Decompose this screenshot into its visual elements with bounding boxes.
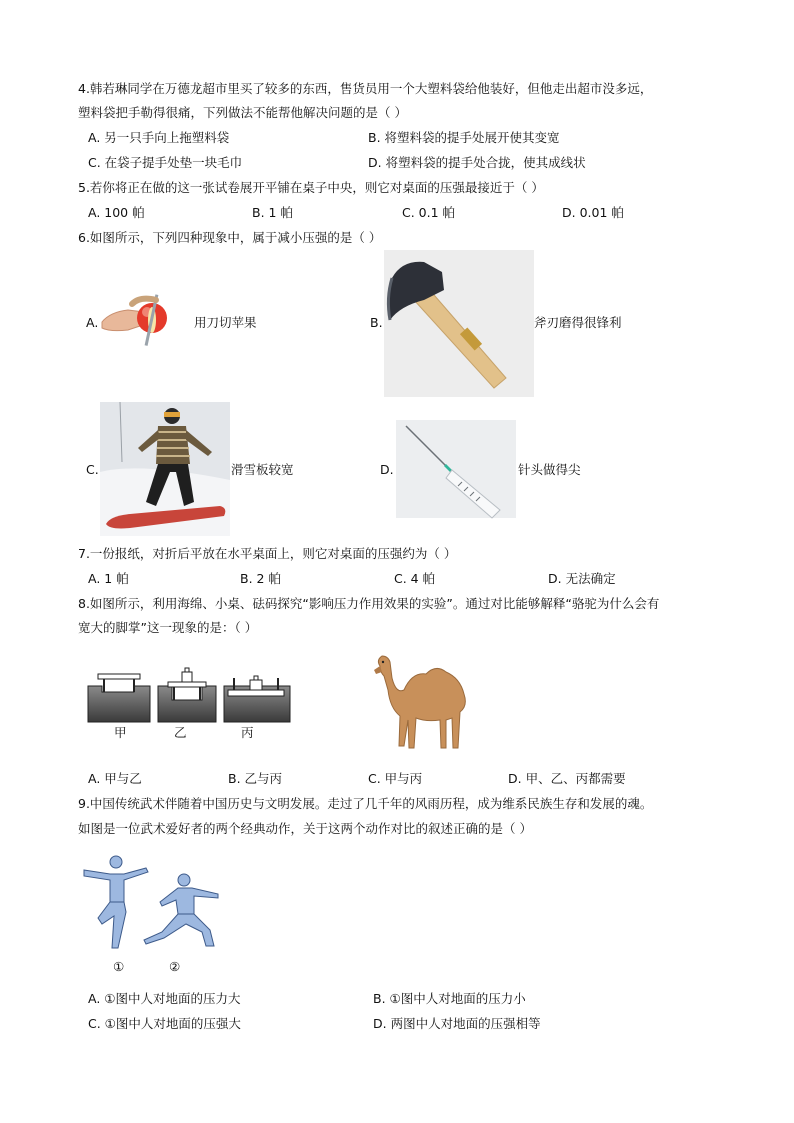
q6-option-c-letter[interactable]: C.	[86, 462, 99, 477]
q8-label-bing: 丙	[241, 725, 254, 740]
syringe-image	[396, 420, 516, 518]
q9-label-1: ①	[113, 959, 125, 974]
q8-stem-line2: 宽大的脚掌”这一现象的是：（ ）	[78, 620, 258, 635]
q9-option-c[interactable]: C. ①图中人对地面的压强大	[88, 1016, 241, 1031]
axe-image	[384, 250, 534, 397]
q5-stem: 5.若你将正在做的这一张试卷展开平铺在桌子中央，则它对桌面的压强最接近于（ ）	[78, 180, 544, 195]
q6-option-b-text: 斧刃磨得很锋利	[534, 315, 622, 330]
q7-option-a[interactable]: A. 1 帕	[88, 571, 129, 586]
martial-arts-figure-2	[140, 870, 222, 948]
apple-cutting-image	[100, 290, 185, 350]
q8-option-d[interactable]: D. 甲、乙、丙都需要	[508, 771, 626, 786]
q6-option-b-letter[interactable]: B.	[370, 315, 383, 330]
q4-option-c[interactable]: C. 在袋子提手处垫一块毛巾	[88, 155, 243, 170]
q5-option-c[interactable]: C. 0.1 帕	[402, 205, 456, 220]
q6-option-a-text: 用刀切苹果	[194, 315, 257, 330]
snowboarder-image	[100, 402, 230, 536]
q8-option-b[interactable]: B. 乙与丙	[228, 771, 283, 786]
q8-option-c[interactable]: C. 甲与丙	[368, 771, 423, 786]
q4-stem-line2: 塑料袋把手勒得很痛，下列做法不能帮他解决问题的是（ ）	[78, 105, 407, 120]
q5-option-d[interactable]: D. 0.01 帕	[562, 205, 624, 220]
q7-stem: 7.一份报纸，对折后平放在水平桌面上，则它对桌面的压强约为（ ）	[78, 546, 457, 561]
q6-option-d-letter[interactable]: D.	[380, 462, 394, 477]
q8-option-a[interactable]: A. 甲与乙	[88, 771, 142, 786]
q7-option-b[interactable]: B. 2 帕	[240, 571, 281, 586]
q6-option-a-letter[interactable]: A.	[86, 315, 99, 330]
q8-label-jia: 甲	[114, 725, 127, 740]
q4-stem-line1: 4.韩若琳同学在万德龙超市里买了较多的东西，售货员用一个大塑料袋给他装好，但他走出超市没多远，	[78, 81, 653, 96]
q9-label-2: ②	[169, 959, 181, 974]
q4-option-d[interactable]: D. 将塑料袋的提手处合拢，使其成线状	[368, 155, 586, 170]
q7-option-c[interactable]: C. 4 帕	[394, 571, 436, 586]
q5-option-a[interactable]: A. 100 帕	[88, 205, 145, 220]
q9-option-a[interactable]: A. ①图中人对地面的压力大	[88, 991, 241, 1006]
q4-option-a[interactable]: A. 另一只手向上拖塑料袋	[88, 130, 230, 145]
q9-option-b[interactable]: B. ①图中人对地面的压力小	[373, 991, 526, 1006]
q9-option-d[interactable]: D. 两图中人对地面的压强相等	[373, 1016, 541, 1031]
q9-stem-line2: 如图是一位武术爱好者的两个经典动作，关于这两个动作对比的叙述正确的是（ ）	[78, 821, 532, 836]
q7-option-d[interactable]: D. 无法确定	[548, 571, 616, 586]
q6-option-d-text: 针头做得尖	[518, 462, 581, 477]
camel-image	[366, 650, 474, 754]
q4-option-b[interactable]: B. 将塑料袋的提手处展开使其变宽	[368, 130, 560, 145]
q6-stem: 6.如图所示，下列四种现象中，属于减小压强的是（ ）	[78, 230, 382, 245]
q8-stem-line1: 8.如图所示，利用海绵、小桌、砝码探究“影响压力作用效果的实验”。通过对比能够解释“骆驼为什么会有	[78, 596, 660, 611]
q5-option-b[interactable]: B. 1 帕	[252, 205, 293, 220]
sponge-experiment-image	[88, 660, 290, 724]
q6-option-c-text: 滑雪板较宽	[231, 462, 294, 477]
q8-label-yi: 乙	[174, 725, 187, 740]
q9-stem-line1: 9.中国传统武术伴随着中国历史与文明发展。走过了几千年的风雨历程，成为维系民族生存和发展的魂。	[78, 796, 653, 811]
